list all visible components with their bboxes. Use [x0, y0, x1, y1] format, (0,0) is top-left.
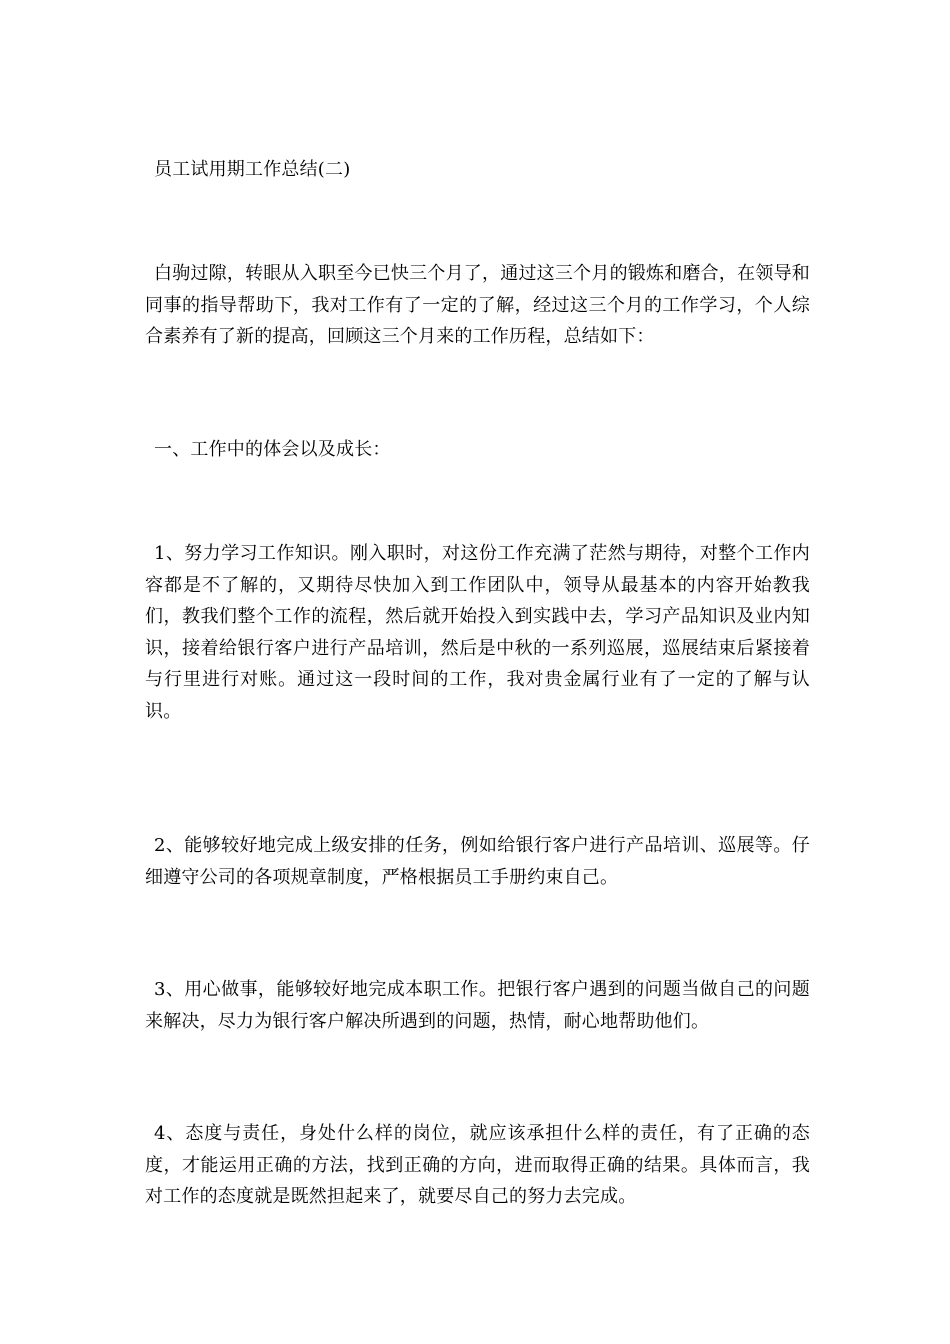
section-heading: 一、工作中的体会以及成长：: [154, 439, 391, 460]
document-title: 员工试用期工作总结(二): [154, 159, 351, 180]
list-item-2: 2、能够较好地完成上级安排的任务，例如给银行客户进行产品培训、巡展等。仔细遵守公司的各项规章制度，严格根据员工手册约束自己。: [145, 835, 810, 888]
list-item-1: 1、努力学习工作知识。刚入职时，对这份工作充满了茫然与期待，对整个工作内容都是不了解的，又期待尽快加入到工作团队中，领导从最基本的内容开始教我们，教我们整个工作的流程，然后就开始投入到实践中去，学习产品知识及业内知识，接着给银行客户进行产品培训，然后是中秋的一系列巡展，巡展结束后紧接着与行里进行对账。通过这一段时间的工作，我对贵金属行业有了一定的了解与认识。: [145, 543, 810, 722]
intro-paragraph: 白驹过隙，转眼从入职至今已快三个月了，通过这三个月的锻炼和磨合，在领导和同事的指导帮助下，我对工作有了一定的了解，经过这三个月的工作学习，个人综合素养有了新的提高，回顾这三个月来的工作历程，总结如下：: [145, 263, 810, 347]
list-item-3: 3、用心做事，能够较好地完成本职工作。把银行客户遇到的问题当做自己的问题来解决，尽力为银行客户解决所遇到的问题，热情，耐心地帮助他们。: [145, 979, 810, 1032]
list-item-4: 4、态度与责任，身处什么样的岗位，就应该承担什么样的责任，有了正确的态度，才能运用正确的方法，找到正确的方向，进而取得正确的结果。具体而言，我对工作的态度就是既然担起来了，就要尽自己的努力去完成。: [145, 1123, 810, 1207]
